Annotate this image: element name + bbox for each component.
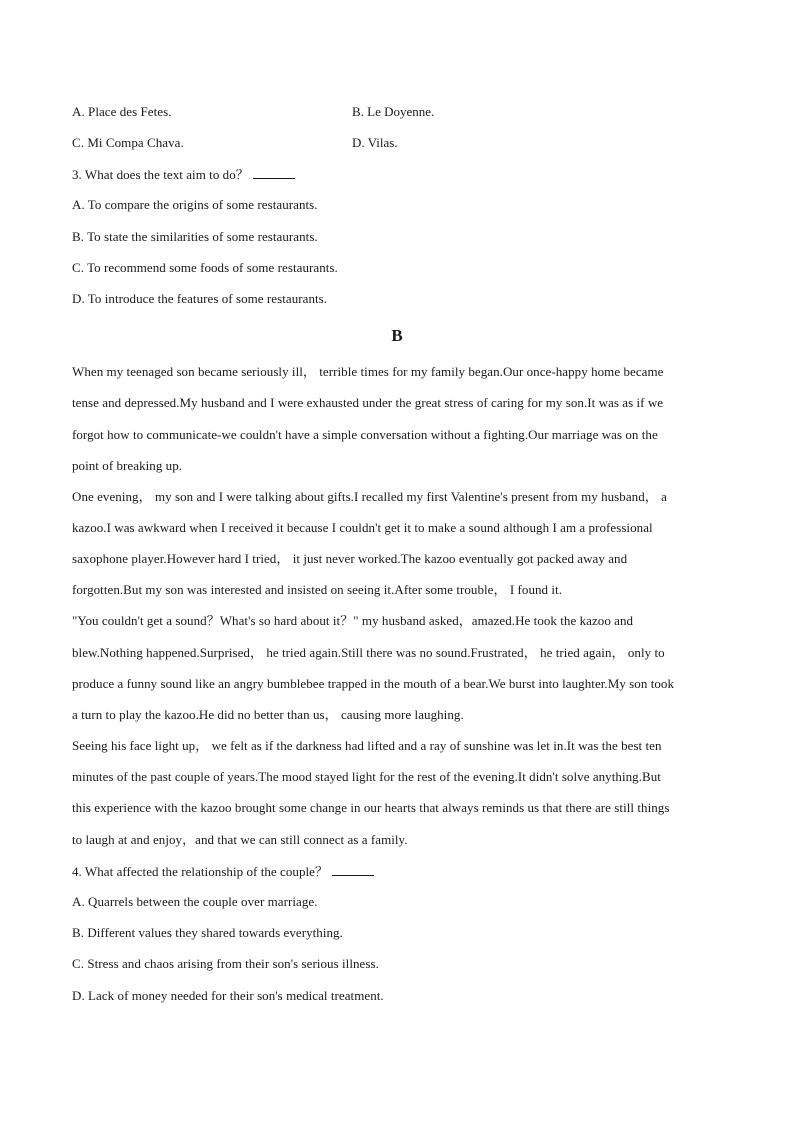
q3-option-d: D. To introduce the features of some restaurants.	[72, 291, 328, 306]
passage-line: tense and depressed.My husband and I were exhausted under the great stress of caring for my son.It was as if we	[72, 395, 664, 410]
q4-option-a: A. Quarrels between the couple over marriage.	[72, 894, 318, 909]
passage-line: "You couldn't get a sound？What's so hard about it？" my husband asked，amazed.He took the kazoo and	[72, 613, 634, 628]
passage-line: minutes of the past couple of years.The mood stayed light for the rest of the evening.It didn't solve anything.But	[72, 769, 661, 784]
passage-line: point of breaking up.	[72, 458, 183, 473]
passage-line: forgotten.But my son was interested and insisted on seeing it.After some trouble， I found it.	[72, 582, 563, 597]
q4-option-b: B. Different values they shared towards everything.	[72, 925, 343, 940]
q3-stem: 3. What does the text aim to do？	[72, 167, 249, 182]
section-title: B	[391, 326, 403, 345]
q2-option-a: A. Place des Fetes.	[72, 104, 172, 119]
q2-option-d: D. Vilas.	[352, 135, 398, 150]
q4-stem: 4. What affected the relationship of the couple？	[72, 864, 329, 879]
q3-answer-blank	[253, 166, 295, 179]
passage-line: When my teenaged son became seriously ill， terrible times for my family began.Our once-happy home became	[72, 364, 664, 379]
q2-option-b: B. Le Doyenne.	[352, 104, 435, 119]
passage-line: this experience with the kazoo brought some change in our hearts that always reminds us that there are still things	[72, 800, 670, 815]
q3-option-b: B. To state the similarities of some restaurants.	[72, 229, 318, 244]
passage-line: kazoo.I was awkward when I received it because I couldn't get it to make a sound although I am a professional	[72, 520, 653, 535]
passage-line: forgot how to communicate-we couldn't have a simple conversation without a fighting.Our marriage was on the	[72, 427, 658, 442]
passage-line: One evening， my son and I were talking about gifts.I recalled my first Valentine's present from my husband， a	[72, 489, 667, 504]
q3-option-c: C. To recommend some foods of some restaurants.	[72, 260, 338, 275]
passage-line: to laugh at and enjoy，and that we can still connect as a family.	[72, 832, 408, 847]
q3-option-a: A. To compare the origins of some restaurants.	[72, 197, 318, 212]
q2-option-c: C. Mi Compa Chava.	[72, 135, 184, 150]
q4-option-d: D. Lack of money needed for their son's medical treatment.	[72, 988, 384, 1003]
passage-line: Seeing his face light up， we felt as if the darkness had lifted and a ray of sunshine was let in.It was the best ten	[72, 738, 662, 753]
passage-line: saxophone player.However hard I tried， it just never worked.The kazoo eventually got packed away and	[72, 551, 628, 566]
passage-line: produce a funny sound like an angry bumblebee trapped in the mouth of a bear.We burst into laughter.My son took	[72, 676, 674, 691]
passage-line: blew.Nothing happened.Surprised， he tried again.Still there was no sound.Frustrated， he tried again， only to	[72, 645, 665, 660]
q4-answer-blank	[332, 863, 374, 876]
passage-line: a turn to play the kazoo.He did no better than us， causing more laughing.	[72, 707, 464, 722]
q3-stem-line	[72, 166, 295, 183]
q4-option-c: C. Stress and chaos arising from their son's serious illness.	[72, 956, 379, 971]
q4-stem-line	[72, 863, 374, 880]
